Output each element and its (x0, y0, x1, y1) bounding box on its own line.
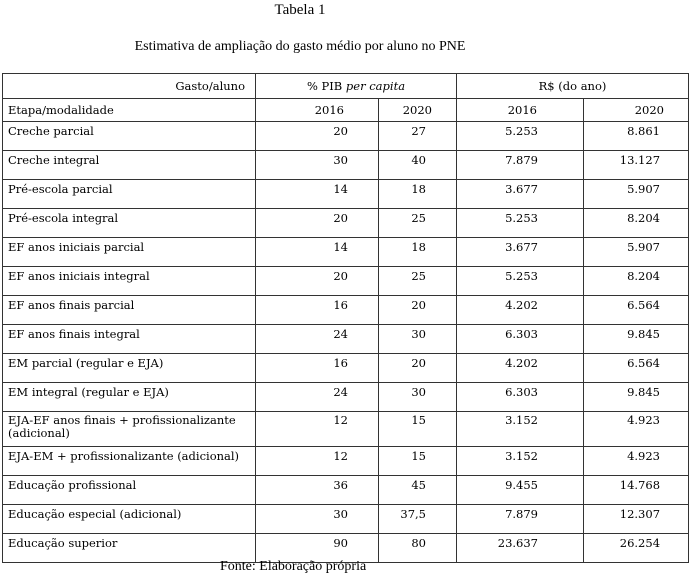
table-row (3, 209, 689, 238)
header-corner: Gasto/aluno (3, 74, 256, 99)
cell-pib-2020: 18 (379, 180, 457, 209)
table-row (3, 122, 689, 151)
cell-pib-2016: 20 (256, 209, 379, 238)
header-year: 2020 (379, 99, 457, 122)
cell-pib-2016: 90 (256, 534, 379, 563)
cell-pib-2020: 20 (379, 354, 457, 383)
cell-pib-2020: 15 (379, 412, 457, 447)
cell-pib-2020: 80 (379, 534, 457, 563)
row-label: EF anos iniciais integral (3, 267, 256, 296)
cell-rs-2016: 23.637 (457, 534, 584, 563)
cell-rs-2020: 6.564 (584, 296, 689, 325)
row-label: EM parcial (regular e EJA) (3, 354, 256, 383)
cell-rs-2020: 9.845 (584, 325, 689, 354)
cell-pib-2016: 30 (256, 505, 379, 534)
header-row-groups (3, 74, 689, 99)
row-label: EJA-EM + profissionalizante (adicional) (3, 447, 256, 476)
cell-pib-2020: 25 (379, 209, 457, 238)
row-label: Creche parcial (3, 122, 256, 151)
table-subtitle: Estimativa de ampliação do gasto médio por aluno no PNE (134, 39, 466, 54)
cell-pib-2016: 16 (256, 354, 379, 383)
header-group-pib-italic: per capita (345, 78, 406, 93)
header-year: 2020 (584, 99, 689, 122)
cell-pib-2016: 20 (256, 267, 379, 296)
cell-rs-2020: 6.564 (584, 354, 689, 383)
cell-rs-2016: 5.253 (457, 209, 584, 238)
cell-rs-2016: 5.253 (457, 267, 584, 296)
row-label: EF anos finais integral (3, 325, 256, 354)
header-year: 2016 (457, 99, 584, 122)
cell-pib-2020: 20 (379, 296, 457, 325)
table-row (3, 505, 689, 534)
cell-rs-2020: 12.307 (584, 505, 689, 534)
table-source: Fonte: Elaboração própria (220, 559, 367, 574)
cell-pib-2016: 36 (256, 476, 379, 505)
cell-pib-2016: 14 (256, 180, 379, 209)
table-row (3, 447, 689, 476)
cell-rs-2016: 4.202 (457, 296, 584, 325)
cell-pib-2016: 24 (256, 325, 379, 354)
cell-pib-2016: 20 (256, 122, 379, 151)
cell-pib-2016: 14 (256, 238, 379, 267)
table-row (3, 151, 689, 180)
table-caption: Tabela 1 (274, 2, 326, 18)
cell-pib-2016: 12 (256, 447, 379, 476)
row-label: Pré-escola parcial (3, 180, 256, 209)
header-row-years (3, 99, 689, 122)
row-label: EJA-EF anos finais + profissionalizante (adicional) (3, 412, 256, 447)
cell-pib-2016: 24 (256, 383, 379, 412)
cell-rs-2020: 4.923 (584, 447, 689, 476)
header-group-pib-prefix: % PIB (306, 78, 343, 93)
table-row (3, 383, 689, 412)
table-row (3, 412, 689, 447)
table-row (3, 296, 689, 325)
header-year: 2016 (256, 99, 379, 122)
cell-rs-2016: 3.152 (457, 412, 584, 447)
cell-pib-2016: 16 (256, 296, 379, 325)
cell-rs-2020: 26.254 (584, 534, 689, 563)
cell-rs-2016: 5.253 (457, 122, 584, 151)
cell-rs-2020: 8.204 (584, 209, 689, 238)
table-row (3, 325, 689, 354)
row-label: Educação superior (3, 534, 256, 563)
table-row (3, 476, 689, 505)
cell-pib-2020: 18 (379, 238, 457, 267)
cell-rs-2020: 8.204 (584, 267, 689, 296)
cell-rs-2016: 6.303 (457, 383, 584, 412)
header-row-label: Etapa/modalidade (3, 99, 256, 122)
cell-pib-2016: 12 (256, 412, 379, 447)
cell-rs-2016: 7.879 (457, 151, 584, 180)
row-label: Creche integral (3, 151, 256, 180)
cell-rs-2016: 6.303 (457, 325, 584, 354)
cell-rs-2016: 4.202 (457, 354, 584, 383)
cell-rs-2020: 13.127 (584, 151, 689, 180)
table-row (3, 180, 689, 209)
cell-rs-2020: 5.907 (584, 180, 689, 209)
row-label: EF anos iniciais parcial (3, 238, 256, 267)
cell-rs-2020: 9.845 (584, 383, 689, 412)
table-row (3, 267, 689, 296)
cell-rs-2016: 3.152 (457, 447, 584, 476)
spending-table (2, 73, 689, 563)
cell-rs-2016: 9.455 (457, 476, 584, 505)
cell-rs-2020: 4.923 (584, 412, 689, 447)
table-row (3, 354, 689, 383)
cell-pib-2020: 30 (379, 383, 457, 412)
cell-rs-2020: 14.768 (584, 476, 689, 505)
table-row (3, 238, 689, 267)
cell-pib-2020: 40 (379, 151, 457, 180)
cell-rs-2020: 8.861 (584, 122, 689, 151)
row-label: Educação profissional (3, 476, 256, 505)
row-label: Pré-escola integral (3, 209, 256, 238)
cell-rs-2016: 3.677 (457, 238, 584, 267)
cell-pib-2020: 25 (379, 267, 457, 296)
cell-pib-2020: 30 (379, 325, 457, 354)
cell-pib-2020: 27 (379, 122, 457, 151)
header-group-rs: R$ (do ano) (457, 74, 689, 99)
cell-pib-2020: 45 (379, 476, 457, 505)
cell-pib-2020: 15 (379, 447, 457, 476)
row-label: EF anos finais parcial (3, 296, 256, 325)
header-group-pib (256, 74, 457, 99)
row-label: Educação especial (adicional) (3, 505, 256, 534)
cell-rs-2020: 5.907 (584, 238, 689, 267)
cell-rs-2016: 3.677 (457, 180, 584, 209)
row-label: EM integral (regular e EJA) (3, 383, 256, 412)
cell-pib-2020: 37,5 (379, 505, 457, 534)
cell-pib-2016: 30 (256, 151, 379, 180)
cell-rs-2016: 7.879 (457, 505, 584, 534)
